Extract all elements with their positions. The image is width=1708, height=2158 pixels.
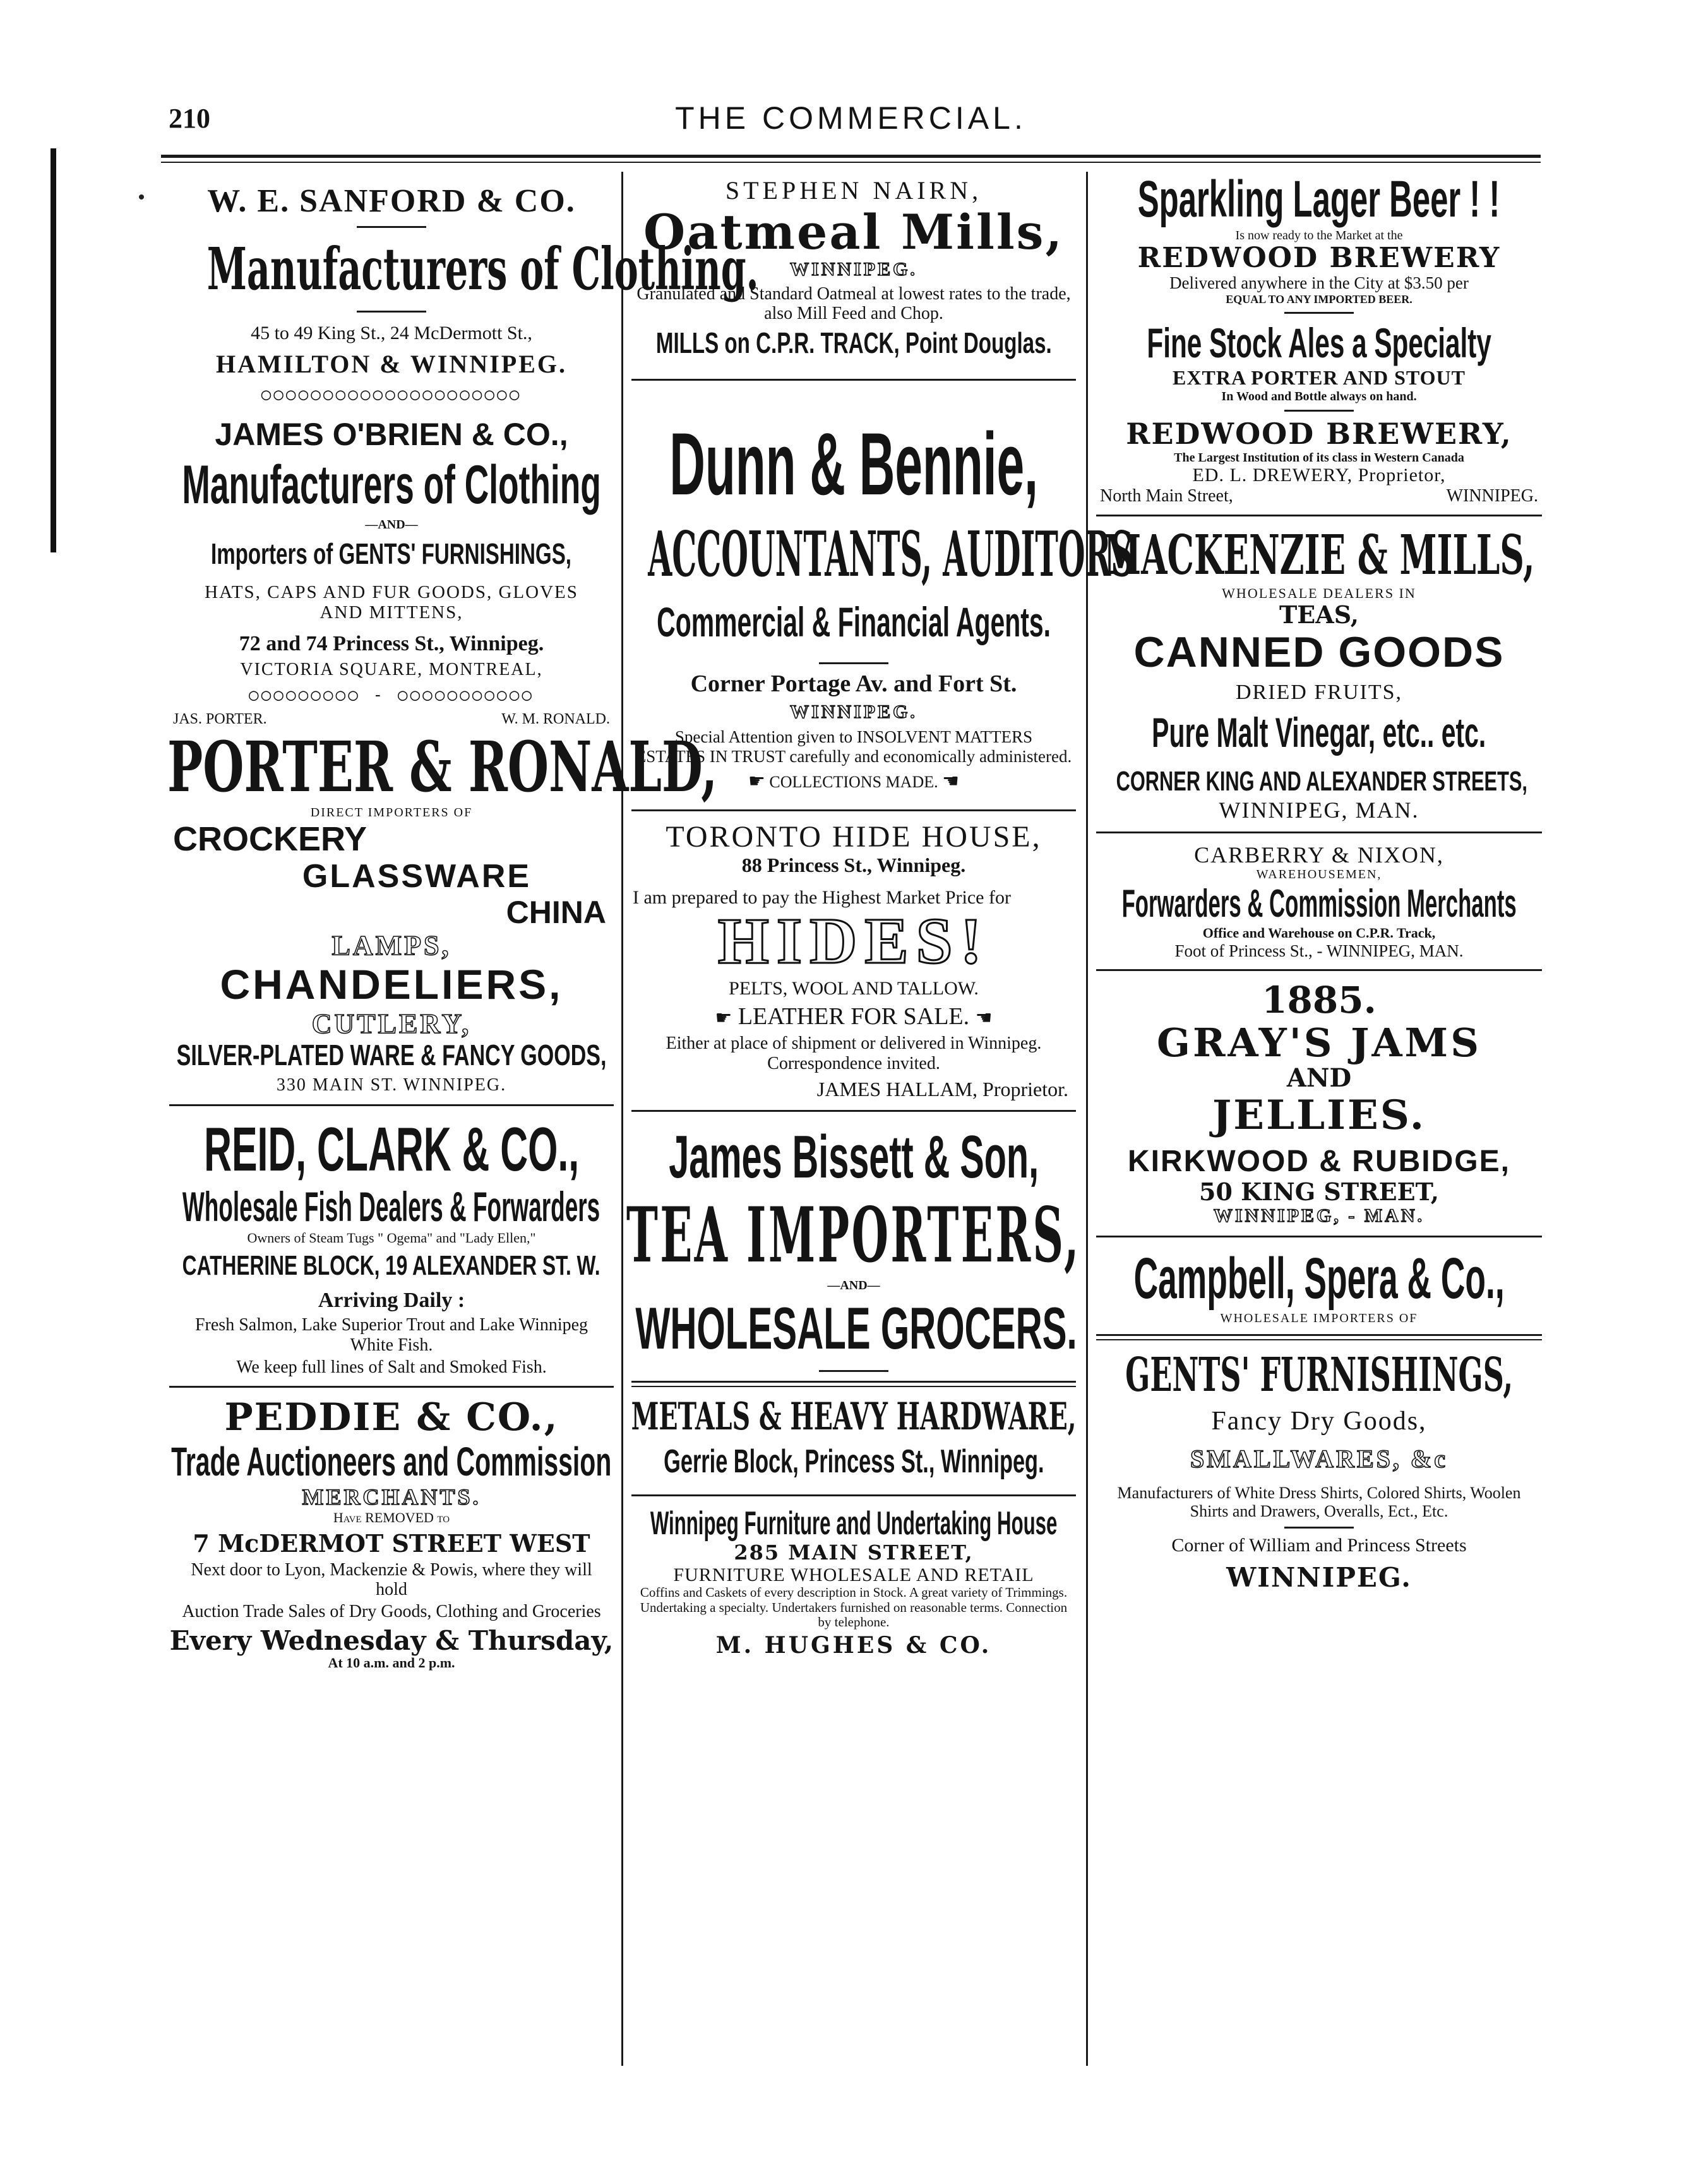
rule-col3-3 <box>1096 969 1542 971</box>
ad-redwood-lager <box>1091 170 1547 412</box>
ad-mackenzie-mills <box>1091 525 1547 823</box>
ad-porter-address: 330 MAIN ST. WINNIPEG. <box>276 1075 507 1095</box>
rule-col2-5 <box>631 1494 1076 1496</box>
rule-col2-3 <box>631 1110 1076 1112</box>
ad-obrien-name: JAMES O'BRIEN & CO., <box>215 416 568 452</box>
ad-campbell-spera <box>1091 1246 1547 1592</box>
ad-dunn-corner: Corner Portage Av. and Fort St. <box>690 671 1017 698</box>
ad-carberry-nixon <box>1091 842 1547 960</box>
ad-porter-direct: DIRECT IMPORTERS OF <box>310 806 473 820</box>
ad-reid-lines: We keep full lines of Salt and Smoked Fish. <box>236 1357 547 1378</box>
ad-redwood2-city: WINNIPEG. <box>1446 486 1538 506</box>
ad-sanford-cities: HAMILTON & WINNIPEG. <box>215 349 567 378</box>
ad-dunn-headline: ACCOUNTANTS, AUDITORS <box>648 518 1133 591</box>
ad-dunn-name: Dunn & Bennie, <box>669 414 1038 513</box>
column-divider-1 <box>621 172 623 2066</box>
ad-peddie-time: At 10 a.m. and 2 p.m. <box>328 1654 455 1671</box>
ad-toronto-hide <box>626 820 1081 1100</box>
ad-nairn-text: Granulated and Standard Oatmeal at lowest rates to the trade, also Mill Feed and Chop. <box>636 283 1071 323</box>
ad-campbell-importers: WHOLESALE IMPORTERS OF <box>1220 1311 1418 1325</box>
ad-peddie-merchants: MERCHANTS. <box>302 1484 481 1510</box>
ad-reid-headline: Wholesale Fish Dealers & Forwarders <box>182 1183 600 1231</box>
rule-col2-2 <box>631 809 1076 811</box>
ad-obrien-montreal: VICTORIA SQUARE, MONTREAL, <box>240 659 543 679</box>
ad-reid-owners: Owners of Steam Tugs " Ogema" and "Lady Ellen," <box>247 1230 536 1246</box>
ad-porter-china: CHINA <box>506 895 606 931</box>
pointing-hand-left-icon-2: ☚ <box>975 1007 993 1028</box>
ad-metals-address: Gerrie Block, Princess St., Winnipeg. <box>663 1443 1044 1481</box>
ad-obrien-importers: Importers of GENTS' FURNISHINGS, <box>211 537 572 571</box>
ad-peddie-removed: Have REMOVED to <box>333 1509 450 1525</box>
ad-campbell-smallwares: SMALLWARES, &c <box>1190 1445 1448 1474</box>
ad-porter-lamps: LAMPS, <box>331 930 451 962</box>
ad-toronto-address: 88 Princess St., Winnipeg. <box>741 854 966 877</box>
ad-redwood2-name: REDWOOD BREWERY, <box>1126 417 1512 451</box>
ad-bissett-and: —AND— <box>827 1278 880 1292</box>
ad-redwood2-largest: The Largest Institution of its class in Western Canada <box>1174 450 1464 465</box>
ad-sanford-rule <box>357 226 426 228</box>
ad-sanford-rule-2 <box>357 311 426 313</box>
ad-furniture-undertaking: Undertaking a specialty. Undertakers furnished on reasonable terms. Connection by telephone. <box>640 1599 1068 1630</box>
ad-toronto-leather: LEATHER FOR SALE. <box>738 1003 970 1030</box>
ad-toronto-hides: HIDES! <box>717 904 990 977</box>
ad-gray-name: GRAY'S JAMS <box>1157 1020 1481 1066</box>
ad-campbell-fancy: Fancy Dry Goods, <box>1211 1407 1427 1436</box>
ad-carberry-headline: Forwarders & Commission Merchants <box>1121 881 1517 926</box>
ad-reid-fish: Fresh Salmon, Lake Superior Trout and Lake Winnipeg White Fish. <box>194 1315 588 1355</box>
margin-dot <box>139 194 144 200</box>
ad-metals-headline: METALS & HEAVY HARDWARE, <box>631 1395 1077 1440</box>
ad-furniture-owner: M. HUGHES & CO. <box>715 1631 992 1659</box>
pointing-hand-left-icon: ☚ <box>942 770 960 792</box>
ad-furniture <box>626 1505 1081 1659</box>
ad-gray-and: AND <box>1286 1063 1352 1094</box>
rule-col2-1 <box>631 379 1076 381</box>
rule-col3-2 <box>1096 832 1542 833</box>
ad-nairn <box>626 177 1081 360</box>
ad-peddie <box>164 1397 619 1671</box>
ad-porter-partner-left: JAS. PORTER. <box>173 711 267 728</box>
ad-sanford-headline: Manufacturers of Clothing. <box>206 235 759 304</box>
ad-peddie-sales: Auction Trade Sales of Dry Goods, Clothing and Groceries <box>182 1602 601 1622</box>
ad-campbell-corner: Corner of William and Princess Streets <box>1171 1535 1467 1556</box>
ad-redwood2-address-row <box>1091 486 1547 506</box>
ad-carberry-warehouse: WAREHOUSEMEN, <box>1256 867 1382 882</box>
ad-metals <box>626 1396 1081 1485</box>
pointing-hand-icon-2: ☛ <box>715 1007 732 1028</box>
rule-col3-1 <box>1096 515 1542 516</box>
ad-bissett-grocers: WHOLESALE GROCERS. <box>635 1295 1077 1362</box>
ad-redwood-ready: Is now ready to the Market at the <box>1235 228 1403 242</box>
ad-obrien-goods: HATS, CAPS AND FUR GOODS, GLOVES AND MITTENS, <box>205 581 578 623</box>
ad-furniture-coffins: Coffins and Caskets of every description in Stock. A great variety of Trimmings. <box>640 1585 1068 1601</box>
ad-mackenzie-vinegar: Pure Malt Vinegar, etc.. etc. <box>1152 708 1486 756</box>
ad-bissett <box>626 1121 1081 1373</box>
ad-toronto-leather-row <box>626 1003 1081 1030</box>
ad-nairn-headline: Oatmeal Mills, <box>643 203 1064 260</box>
ad-dunn-city: WINNIPEG. <box>790 701 917 722</box>
ad-campbell-manufacturers: Manufacturers of White Dress Shirts, Colored Shirts, Woolen Shirts and Drawers, Overalls, Ect., Etc. <box>1117 1483 1521 1521</box>
ad-toronto-pelts: PELTS, WOOL AND TALLOW. <box>729 978 979 999</box>
ad-gray-jellies: JELLIES. <box>1212 1092 1426 1140</box>
ad-campbell-name: Campbell, Spera & Co., <box>1133 1246 1505 1311</box>
ad-sanford-name: W. E. SANFORD & CO. <box>207 183 576 219</box>
ad-porter-partners <box>164 711 619 728</box>
ad-sanford-address: 45 to 49 King St., 24 McDermott St., <box>251 323 532 344</box>
ad-bissett-name: James Bissett & Son, <box>669 1123 1039 1191</box>
ad-dunn-rule <box>819 662 888 664</box>
ad-obrien-headline: Manufacturers of Clothing <box>182 454 601 515</box>
ad-nairn-city: WINNIPEG. <box>790 258 917 280</box>
ad-sanford <box>164 183 759 379</box>
ad-redwood-brewery <box>1091 418 1547 506</box>
column-2 <box>626 170 1133 2077</box>
ad-gray-city: WINNIPEG, - MAN. <box>1214 1205 1424 1227</box>
ad-carberry-office: Office and Warehouse on C.P.R. Track, <box>1202 925 1436 941</box>
dots-separator-2: ○○○○○○○○○ - ○○○○○○○○○○○ <box>248 686 535 705</box>
ad-gray-street: 50 KING STREET, <box>1199 1177 1439 1206</box>
ad-porter-partner-right: W. M. RONALD. <box>501 711 610 728</box>
page-header <box>161 95 1541 145</box>
ad-redwood-equal: EQUAL TO ANY IMPORTED BEER. <box>1226 292 1412 306</box>
column-3 <box>1091 170 1547 2077</box>
ad-porter-crockery: CROCKERY <box>173 820 367 858</box>
ad-obrien <box>164 417 619 680</box>
ad-mackenzie-dried: DRIED FRUITS, <box>1235 680 1403 704</box>
ad-redwood-name: REDWOOD BREWERY <box>1137 242 1501 275</box>
ad-dunn-bennie <box>626 390 1133 792</box>
ad-porter-ronald <box>164 711 718 1095</box>
ad-carberry-name: CARBERRY & NIXON, <box>1194 842 1444 868</box>
ad-dunn-special: Special Attention given to INSOLVENT MATTERS <box>674 727 1033 747</box>
ad-mackenzie-teas: TEAS, <box>1279 600 1359 629</box>
rule-col3-4 <box>1096 1236 1542 1237</box>
ad-porter-silver: SILVER-PLATED WARE & FANCY GOODS, <box>176 1038 607 1071</box>
ad-nairn-name: STEPHEN NAIRN, <box>725 176 982 205</box>
column-1 <box>164 170 759 2077</box>
ad-porter-cutlery: CUTLERY, <box>311 1008 472 1039</box>
ad-gray-jams <box>1091 980 1547 1227</box>
ad-redwood2-proprietor: ED. L. DREWERY, Proprietor, <box>1192 464 1446 486</box>
ad-dunn-agents: Commercial & Financial Agents. <box>657 599 1051 646</box>
ad-porter-chandeliers: CHANDELIERS, <box>220 960 563 1008</box>
ad-reid-arriving: Arriving Daily : <box>318 1289 465 1313</box>
ad-furniture-name: Winnipeg Furniture and Undertaking House <box>650 1505 1058 1542</box>
ad-redwood-rule-2 <box>1284 410 1354 412</box>
ad-dunn-collections-row <box>626 771 1081 792</box>
ad-bissett-rule <box>819 1370 888 1372</box>
ad-carberry-foot: Foot of Princess St., - WINNIPEG, MAN. <box>1174 941 1464 960</box>
rule-col1-4 <box>169 1386 614 1388</box>
ad-dunn-collections: COLLECTIONS MADE. <box>769 772 938 791</box>
ad-bissett-headline: TEA IMPORTERS, <box>626 1191 1081 1280</box>
dots-separator-1: ○○○○○○○○○○○○○○○○○○○○○ <box>261 385 522 404</box>
ad-redwood-porter: EXTRA PORTER AND STOUT <box>1173 366 1466 389</box>
column-divider-2 <box>1086 172 1088 2066</box>
ad-furniture-street: 285 MAIN STREET, <box>734 1540 974 1565</box>
ad-reid-name: REID, CLARK & CO., <box>203 1114 580 1184</box>
ad-redwood2-street: North Main Street, <box>1100 486 1233 506</box>
ad-peddie-headline: Trade Auctioneers and Commission <box>171 1438 612 1484</box>
ad-redwood-rule <box>1284 312 1354 314</box>
page-number: 210 <box>169 103 210 134</box>
ad-campbell-gents: GENTS' FURNISHINGS, <box>1125 1348 1514 1403</box>
header-rule-thin <box>161 162 1541 163</box>
header-rule <box>161 155 1541 158</box>
ad-toronto-prepared: I am prepared to pay the Highest Market Price for <box>633 886 1011 908</box>
ad-peddie-name: PEDDIE & CO., <box>224 1395 559 1440</box>
ad-gray-year: 1885. <box>1262 979 1377 1022</box>
ad-furniture-wholesale: FURNITURE WHOLESALE AND RETAIL <box>673 1564 1034 1585</box>
ad-dunn-estates: ESTATES IN TRUST carefully and economically administered. <box>635 746 1072 766</box>
rule-col1-3 <box>169 1104 614 1106</box>
ad-toronto-proprietor: JAMES HALLAM, Proprietor. <box>816 1077 1068 1100</box>
ad-redwood-wood: In Wood and Bottle always on hand. <box>1221 389 1417 403</box>
ad-obrien-and: —AND— <box>365 517 418 532</box>
ad-mackenzie-corner: CORNER KING AND ALEXANDER STREETS, <box>1116 766 1527 797</box>
ad-redwood-ales: Fine Stock Ales a Specialty <box>1147 319 1491 366</box>
ad-reid-address: CATHERINE BLOCK, 19 ALEXANDER ST. W. <box>182 1250 600 1281</box>
ad-mackenzie-name: MACKENZIE & MILLS, <box>1103 523 1535 587</box>
ad-porter-name: PORTER & RONALD, <box>167 726 718 808</box>
ad-toronto-name: TORONTO HIDE HOUSE, <box>666 820 1042 854</box>
ad-obrien-address: 72 and 74 Princess St., Winnipeg. <box>239 631 544 655</box>
ad-toronto-either: Either at place of shipment or delivered in Winnipeg. Correspondence invited. <box>666 1034 1042 1073</box>
ad-mackenzie-dealers: WHOLESALE DEALERS IN <box>1222 585 1416 602</box>
ad-campbell-rule <box>1096 1334 1542 1340</box>
ad-mackenzie-canned: CANNED GOODS <box>1133 628 1505 677</box>
ad-mackenzie-city: WINNIPEG, MAN. <box>1219 797 1419 823</box>
journal-title: THE COMMERCIAL. <box>675 100 1027 136</box>
ad-porter-glassware: GLASSWARE <box>302 858 532 895</box>
ad-peddie-days: Every Wednesday & Thursday, <box>169 1624 614 1656</box>
ad-peddie-address: 7 McDERMOT STREET WEST <box>193 1529 590 1558</box>
ad-campbell-rule-2 <box>1284 1527 1354 1529</box>
pointing-hand-icon: ☛ <box>748 770 765 792</box>
ad-redwood-delivered: Delivered anywhere in the City at $3.50 per <box>1169 273 1469 293</box>
ad-peddie-next-door: Next door to Lyon, Mackenzie & Powis, where they will hold <box>191 1559 592 1600</box>
ad-reid-clark <box>164 1115 619 1378</box>
margin-scan-bar <box>51 148 56 552</box>
ad-nairn-mills: MILLS on C.P.R. TRACK, Point Douglas. <box>655 326 1052 360</box>
ad-campbell-city: WINNIPEG. <box>1226 1561 1412 1593</box>
rule-col2-4 <box>631 1381 1076 1387</box>
ad-gray-agents: KIRKWOOD & RUBIDGE, <box>1128 1144 1510 1178</box>
ad-redwood-headline: Sparkling Lager Beer ! ! <box>1138 170 1500 228</box>
